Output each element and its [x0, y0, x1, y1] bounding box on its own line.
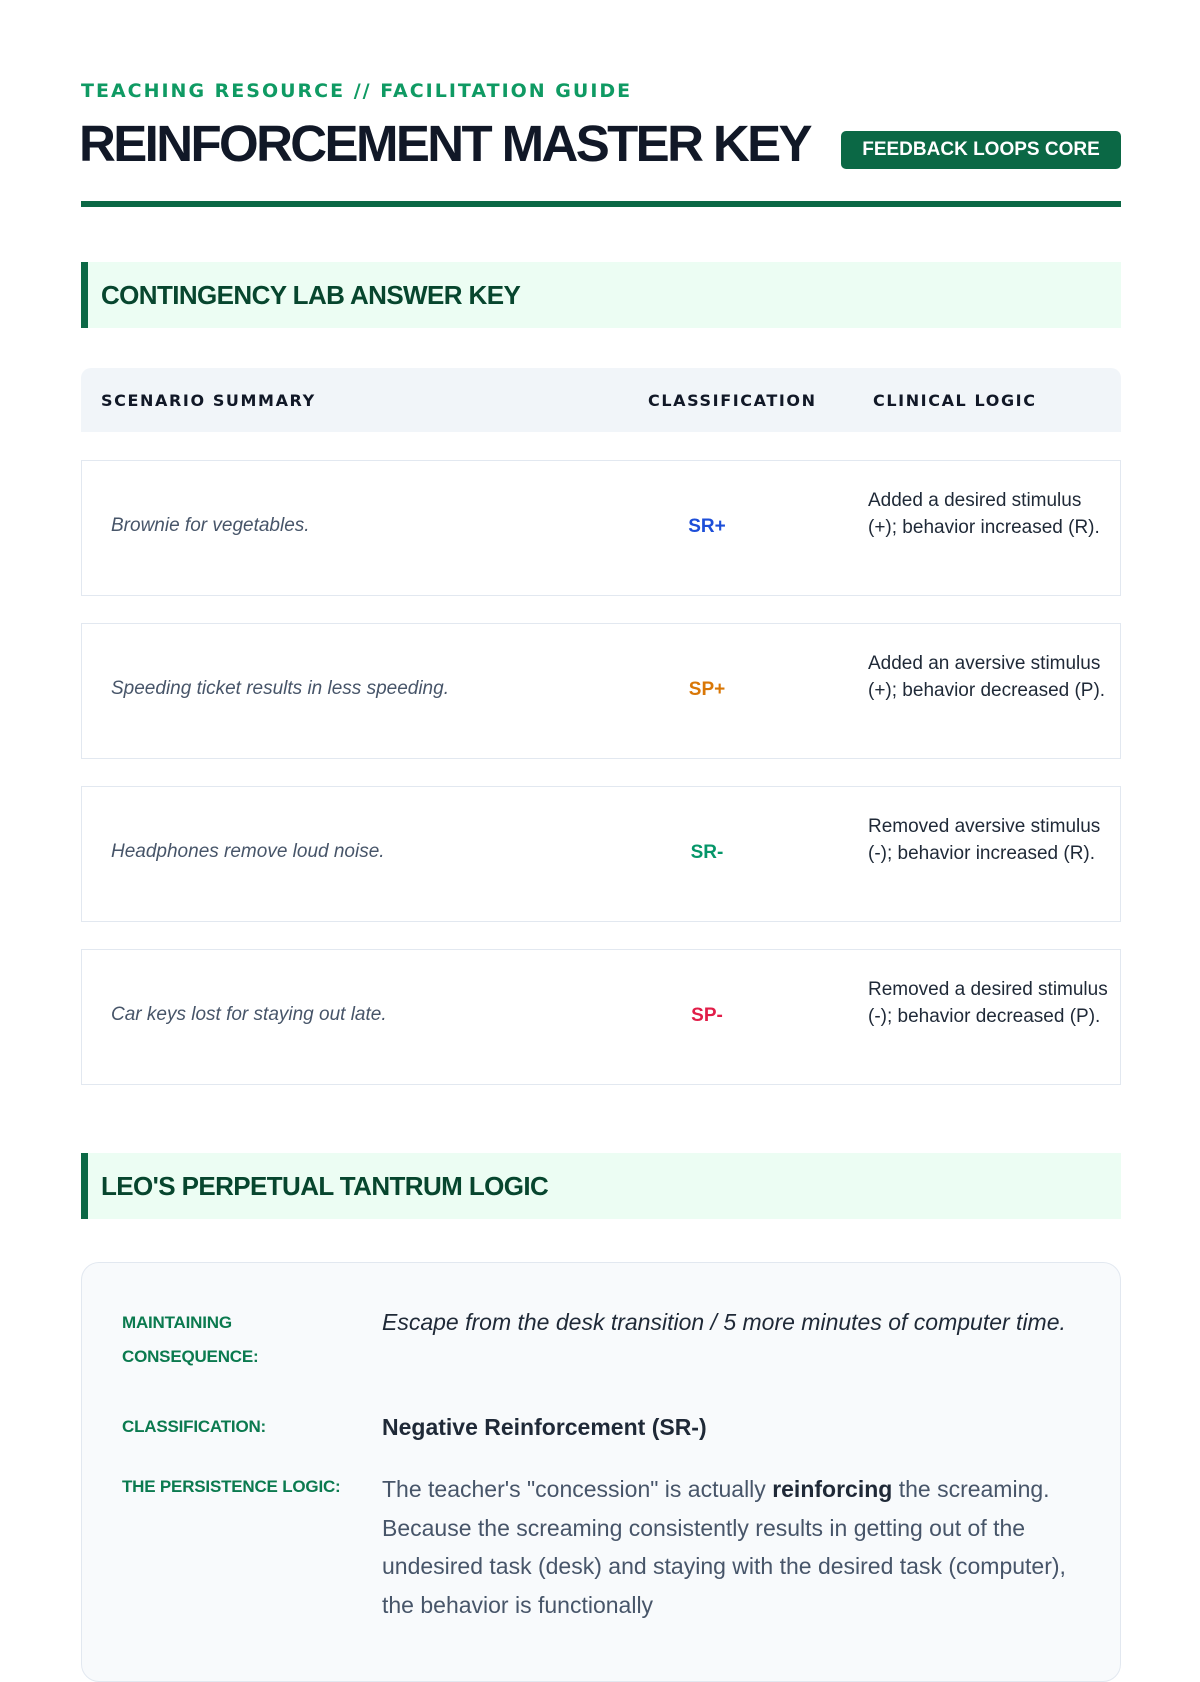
- scenario-text: Speeding ticket results in less speeding.: [111, 678, 449, 699]
- classification-code: SR-: [690, 842, 724, 863]
- maintaining-consequence-value: Escape from the desk transition / 5 more minutes of computer time.: [382, 1309, 1066, 1335]
- table-row: [81, 623, 1121, 759]
- table-header: [81, 368, 1121, 432]
- topic-badge: FEEDBACK LOOPS CORE: [841, 131, 1121, 169]
- table-row: [81, 949, 1121, 1085]
- section-title: CONTINGENCY LAB ANSWER KEY: [101, 279, 521, 310]
- logic-text-part: The teacher's "concession" is actually: [382, 1476, 773, 1502]
- column-header-scenario: SCENARIO SUMMARY: [101, 391, 316, 410]
- eyebrow-label: TEACHING RESOURCE // FACILITATION GUIDE: [81, 80, 633, 102]
- persistence-logic-label: THE PERSISTENCE LOGIC:: [122, 1477, 341, 1496]
- classification-code: SP+: [688, 679, 726, 700]
- clinical-logic-text: Removed aversive stimulus (-); behavior increased (R).: [868, 816, 1101, 864]
- maintaining-consequence-label: [122, 1306, 258, 1374]
- classification-value: Negative Reinforcement (SR-): [382, 1414, 707, 1440]
- persistence-logic-text: [382, 1470, 1082, 1624]
- label-line: CONSEQUENCE:: [122, 1347, 259, 1366]
- label-line: MAINTAINING: [122, 1313, 232, 1332]
- scenario-text: Headphones remove loud noise.: [111, 841, 385, 862]
- scenario-text: Brownie for vegetables.: [111, 515, 310, 536]
- section-title: LEO'S PERPETUAL TANTRUM LOGIC: [101, 1170, 549, 1201]
- section-header-contingency: [81, 262, 1121, 328]
- scenario-text: Car keys lost for staying out late.: [111, 1004, 387, 1025]
- table-row: [81, 460, 1121, 596]
- classification-code: SP-: [691, 1005, 723, 1026]
- logic-emphasis: reinforcing: [772, 1476, 893, 1502]
- title-divider: [81, 201, 1121, 207]
- clinical-logic-text: Added a desired stimulus (+); behavior increased (R).: [868, 490, 1100, 538]
- section-header-tantrum: [81, 1153, 1121, 1219]
- page-title: REINFORCEMENT MASTER KEY: [79, 115, 810, 172]
- table-row: [81, 786, 1121, 922]
- analysis-card: [81, 1262, 1121, 1682]
- column-header-logic: CLINICAL LOGIC: [873, 391, 1037, 410]
- clinical-logic-text: Added an aversive stimulus (+); behavior decreased (P).: [868, 653, 1106, 701]
- logic-text-part: the screaming. Because the screaming consistently results in getting out of the undesired task (desk) and staying with the desired task (computer), the behavior is functionally: [382, 1476, 1066, 1618]
- classification-code: SR+: [688, 516, 726, 537]
- classification-label: CLASSIFICATION:: [122, 1417, 267, 1436]
- column-header-classification: CLASSIFICATION: [648, 391, 817, 410]
- clinical-logic-text: Removed a desired stimulus (-); behavior decreased (P).: [868, 979, 1108, 1027]
